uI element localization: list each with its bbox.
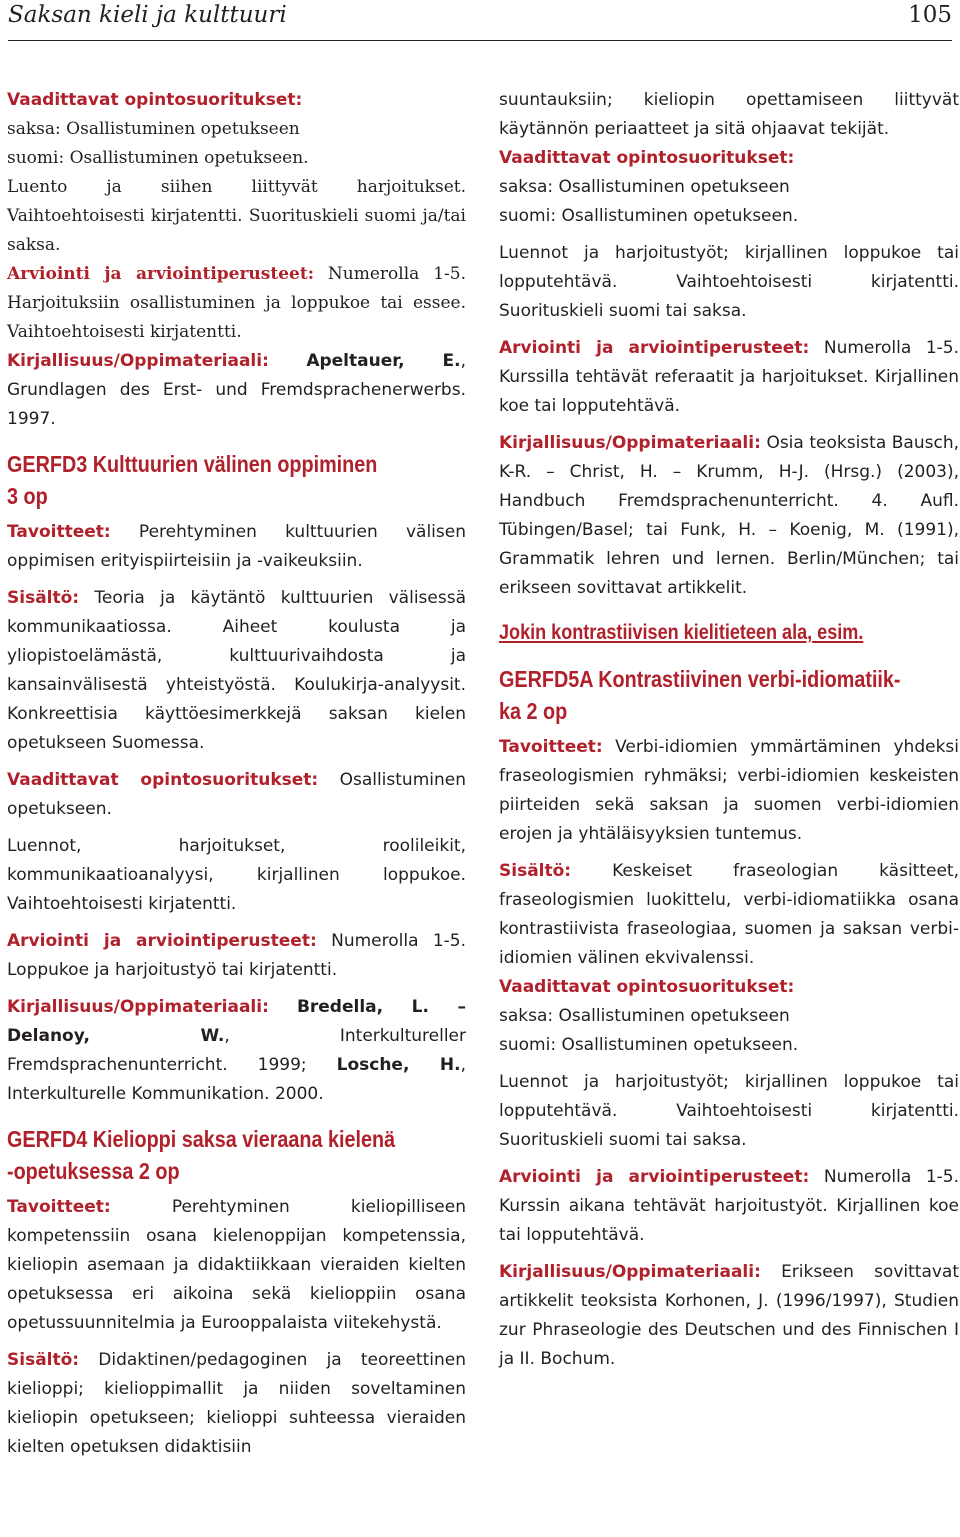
assessment-block: Arviointi ja arviointiperusteet: Numerolla 1-5. Loppukoe ja harjoitustyö tai kirjatentti. [7, 931, 467, 980]
requirements-block: Vaadittavat opintosuoritukset: saksa: Osallistuminen opetukseen suomi: Osallistuminen opetukseen. [499, 148, 799, 226]
right-column [499, 86, 959, 1374]
assessment-block: Arviointi ja arviointiperusteet: Numerolla 1-5. Kurssin aikana tehtävät harjoitustyöt. Kirjallinen koe tai lopputehtävä. [499, 1167, 960, 1245]
continued-text: suuntauksiin; kieliopin opettamiseen liittyvät käytännön periaatteet ja sitä ohjaavat tekijät. [499, 90, 959, 139]
goals-block: Tavoitteet: Perehtyminen kieliopilliseen kompetenssiin osana kielenoppijan kompetenssia, kieliopin asemaan ja didaktiikkaan vieraiden kielten opetuksessa eri aikoina sekä kielioppiin osana opetussuunnitelmia ja Eurooppalaista viitekehystä. [7, 1197, 466, 1333]
running-title: Saksan kieli ja kulttuuri [8, 2, 287, 28]
literature-block: Kirjallisuus/Oppimateriaali: Bredella, L. – Delanoy, W., Interkultureller Fremdsprachenunterricht. 1999; Losche, H., Interkulturelle Kommunikation. 2000. [7, 997, 466, 1104]
literature-block: Kirjallisuus/Oppimateriaali: Osia teoksista Bausch, K-R. – Christ, H. – Krumm, H-J. (Hrsg.) (2003), Handbuch Fremdsprachenunterricht. 4. Aufl. Tübingen/Basel; tai Funk, H. – Koenig, M. (1991), Grammatik lehren und lernen. Berlin/München; tai erikseen sovittavat artikkelit. [499, 433, 960, 598]
format-text: Luennot, harjoitukset, roolileikit, kommunikaatioanalyysi, kirjallinen loppukoe. Vaihtoehtoisesti kirjatentti. [7, 836, 466, 914]
goals-block: Tavoitteet: Verbi-idiomien ymmärtäminen yhdeksi fraseologismien ryhmäksi; verbi-idiomien keskeisten piirteiden sekä saksan ja suomen verbi-idiomien erojen ja yhtäläisyyksien tuntemus. [499, 737, 959, 844]
requirements-label: Vaadittavat opintosuoritukset: [7, 90, 303, 110]
content-block: Sisältö: Didaktinen/pedagoginen ja teoreettinen kielioppi; kielioppimallit ja niiden soveltaminen kieliopin opetukseen; kielioppi suhteessa vieraiden kielten opetuksen didaktisiin [7, 1350, 467, 1457]
requirements-block: Vaadittavat opintosuoritukset: Osallistuminen opetukseen. [7, 770, 466, 819]
requirements-block: Vaadittavat opintosuoritukset: saksa: Osallistuminen opetukseen suomi: Osallistuminen opetukseen. [7, 90, 309, 168]
literature-block: Kirjallisuus/Oppimateriaali: Erikseen sovittavat artikkelit teoksista Korhonen, J. (1996/1997), Studien zur Phraseologie des Deutschen und des Finnischen I ja II. Bochum. [499, 1262, 960, 1369]
requirements-block: Vaadittavat opintosuoritukset: saksa: Osallistuminen opetukseen suomi: Osallistuminen opetukseen. [499, 977, 799, 1055]
goals-block: Tavoitteet: Perehtyminen kulttuurien välisen oppimisen erityispiirteisiin ja -vaikeuksiin. [7, 522, 466, 571]
left-column [7, 86, 466, 1462]
content-block: Sisältö: Teoria ja käytäntö kulttuurien välisessä kommunikaatiossa. Aiheet koulusta ja yliopistoelämästä, kulttuurivaihdosta ja kansainvälisestä yhteistyöstä. Koulukirja-analyysit. Konkreettisia käyttöesimerkkejä saksan kielen opetukseen Suomessa. [7, 588, 466, 753]
topic-link-wrap [499, 617, 959, 649]
page-header [8, 0, 952, 41]
format-text: Luennot ja harjoitustyöt; kirjallinen loppukoe tai lopputehtävä. Vaihtoehtoisesti kirjatentti. Suorituskieli suomi tai saksa. [499, 1072, 959, 1150]
assessment-block: Arviointi ja arviointiperusteet: Numerolla 1-5. Harjoituksiin osallistuminen ja loppukoe tai essee. Vaihtoehtoisesti kirjatentti. [7, 264, 467, 342]
content-block: Sisältö: Keskeiset fraseologian käsitteet, fraseologismien luokittelu, verbi-idiomatiikka osana kontrastiivista fraseologiaa, suomen ja saksan verbi-idiomien välinen ekvivalenssi. [499, 861, 959, 968]
topic-link[interactable]: Jokin kontrastiivisen kielitieteen ala, esim. [499, 621, 864, 644]
course-heading-gerfd4: GERFD4 Kielioppi saksa vieraana kielenä -opetuksessa 2 op [7, 1126, 396, 1184]
course-heading-gerfd3: GERFD3 Kulttuurien välinen oppiminen 3 op [7, 451, 378, 509]
literature-block: Kirjallisuus/Oppimateriaali: Apeltauer, E., Grundlagen des Erst- und Fremdsprachenerwerbs. 1997. [7, 351, 467, 429]
assessment-block: Arviointi ja arviointiperusteet: Numerolla 1-5. Kurssilla tehtävät referaatit ja harjoitukset. Kirjallinen koe tai lopputehtävä. [499, 338, 960, 416]
page-number: 105 [908, 2, 952, 28]
format-text: Luennot ja harjoitustyöt; kirjallinen loppukoe tai lopputehtävä. Vaihtoehtoisesti kirjatentti. Suorituskieli suomi tai saksa. [499, 243, 959, 321]
course-heading-gerfd5a: GERFD5A Kontrastiivinen verbi-idiomatiik- ka 2 op [499, 666, 901, 724]
format-text: Luento ja siihen liittyvät harjoitukset. Vaihtoehtoisesti kirjatentti. Suorituskieli suomi ja/tai saksa. [7, 177, 466, 255]
